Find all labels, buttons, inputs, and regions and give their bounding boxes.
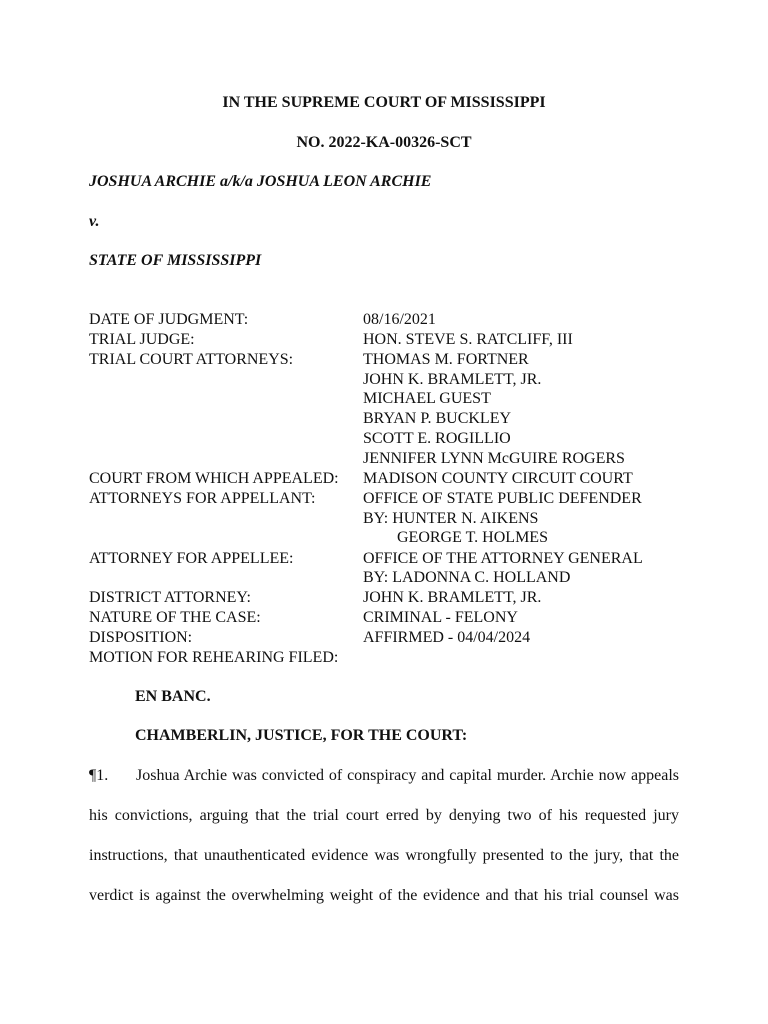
appellant-name: JOSHUA ARCHIE a/k/a JOSHUA LEON ARCHIE: [89, 173, 432, 190]
opinion-text-line: instructions, that unauthenticated evidence was wrongfully presented to the jury, that the: [89, 847, 679, 864]
attorney-appellant: GEORGE T. HOLMES: [397, 529, 548, 546]
court-from-value: MADISON COUNTY CIRCUIT COURT: [363, 470, 633, 487]
trial-court-attorney: BRYAN P. BUCKLEY: [363, 410, 512, 427]
disposition-label: DISPOSITION:: [89, 629, 193, 646]
paragraph-number: ¶1.: [89, 767, 109, 784]
trial-judge-value: HON. STEVE S. RATCLIFF, III: [363, 331, 573, 348]
disposition-value: AFFIRMED - 04/04/2024: [363, 629, 531, 646]
nature-of-case-label: NATURE OF THE CASE:: [89, 609, 261, 626]
attorney-appellant: OFFICE OF STATE PUBLIC DEFENDER: [363, 490, 642, 507]
opinion-author-heading: CHAMBERLIN, JUSTICE, FOR THE COURT:: [135, 727, 468, 744]
trial-court-attorney: JOHN K. BRAMLETT, JR.: [363, 371, 542, 388]
trial-court-attorney: SCOTT E. ROGILLIO: [363, 430, 511, 447]
rehearing-label: MOTION FOR REHEARING FILED:: [89, 649, 339, 666]
court-title: IN THE SUPREME COURT OF MISSISSIPPI: [222, 94, 546, 111]
attorney-appellant: BY: HUNTER N. AIKENS: [363, 510, 539, 527]
en-banc-heading: EN BANC.: [135, 688, 211, 705]
date-of-judgment-value: 08/16/2021: [363, 311, 436, 328]
attorney-appellee: BY: LADONNA C. HOLLAND: [363, 569, 571, 586]
attorney-appellee-label: ATTORNEY FOR APPELLEE:: [89, 550, 294, 567]
district-attorney-value: JOHN K. BRAMLETT, JR.: [363, 589, 542, 606]
trial-court-attorneys-label: TRIAL COURT ATTORNEYS:: [89, 351, 294, 368]
opinion-text-line: his convictions, arguing that the trial court erred by denying two of his requested jury: [89, 807, 679, 824]
attorney-appellee: OFFICE OF THE ATTORNEY GENERAL: [363, 550, 643, 567]
attorneys-appellant-label: ATTORNEYS FOR APPELLANT:: [89, 490, 316, 507]
court-from-label: COURT FROM WHICH APPEALED:: [89, 470, 339, 487]
opinion-text-line: verdict is against the overwhelming weight of the evidence and that his trial counsel was: [89, 887, 679, 904]
trial-court-attorney: MICHAEL GUEST: [363, 390, 491, 407]
versus: v.: [89, 213, 100, 230]
opinion-text-line: Joshua Archie was convicted of conspiracy and capital murder. Archie now appeals: [136, 767, 679, 784]
trial-court-attorney: THOMAS M. FORTNER: [363, 351, 529, 368]
district-attorney-label: DISTRICT ATTORNEY:: [89, 589, 251, 606]
case-number: NO. 2022-KA-00326-SCT: [296, 134, 472, 151]
date-of-judgment-label: DATE OF JUDGMENT:: [89, 311, 249, 328]
trial-judge-label: TRIAL JUDGE:: [89, 331, 195, 348]
appellee-name: STATE OF MISSISSIPPI: [89, 252, 262, 269]
trial-court-attorney: JENNIFER LYNN McGUIRE ROGERS: [363, 450, 625, 467]
nature-of-case-value: CRIMINAL - FELONY: [363, 609, 518, 626]
